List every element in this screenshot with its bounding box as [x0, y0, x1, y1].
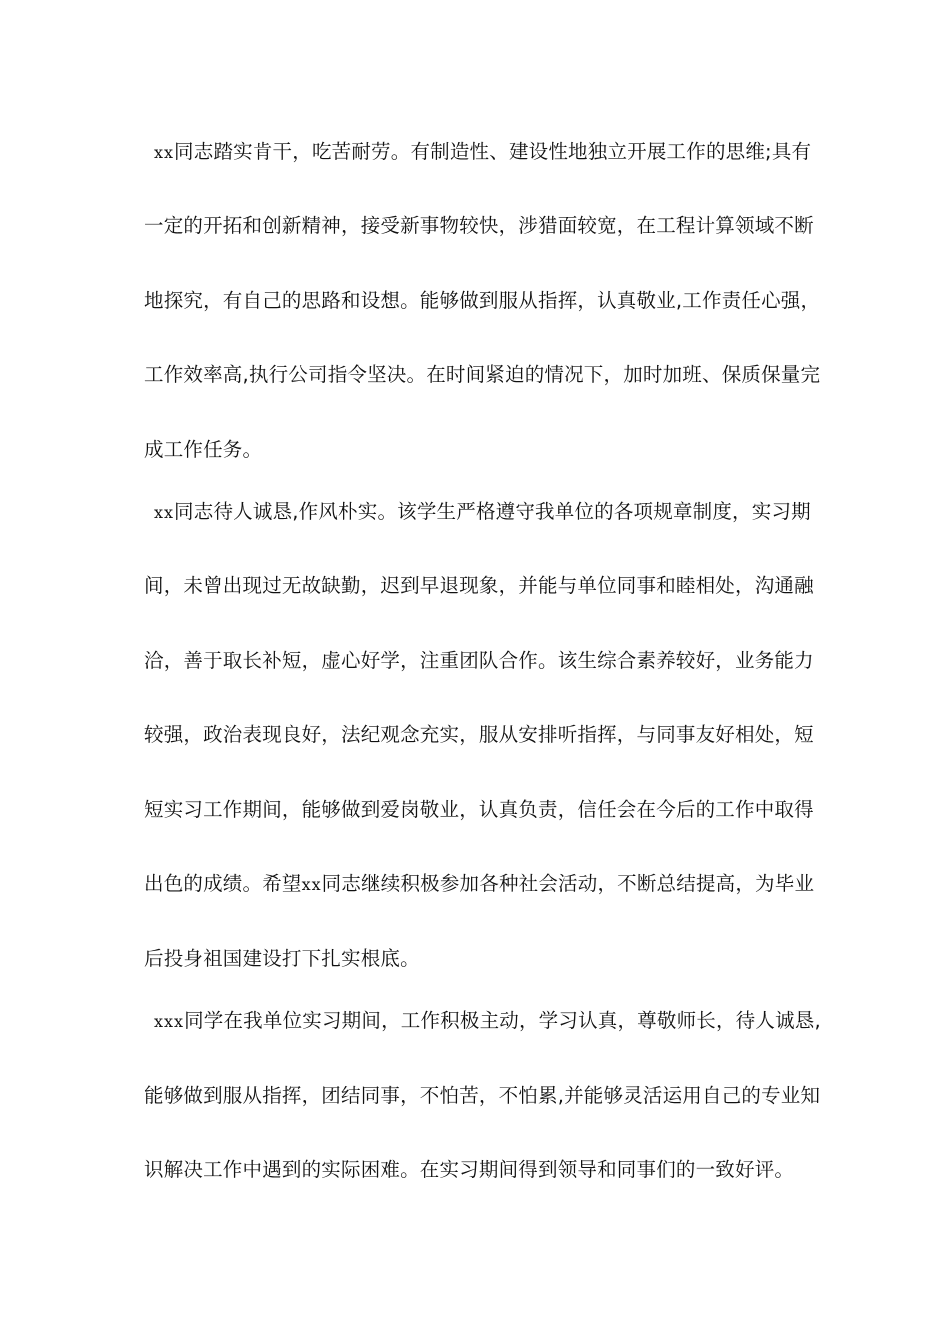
placeholder-mark: xx [154, 503, 175, 522]
text-line [144, 1006, 824, 1036]
line-text: 同学在我单位实习期间，工作积极主动，学习认真，尊敬师长，待人诚恳, [184, 1009, 821, 1032]
line-text: 识解决工作中遇到的实际困难。在实习期间得到领导和同事们的一致好评。 [144, 1158, 795, 1181]
text-line [144, 360, 821, 390]
line-text: 一定的开拓和创新精神，接受新事物较快，涉猎面较宽，在工程计算领域不断 [144, 214, 814, 237]
placeholder-mark: xxx [154, 1012, 185, 1031]
line-text: 间，未曾出现过无故缺勤，迟到早退现象，并能与单位同事和睦相处，沟通融 [144, 574, 814, 597]
text-line [144, 646, 814, 676]
text-line [144, 435, 814, 465]
line-text: 同志踏实肯干，吃苦耐劳。有制造性、建设性地独立开展工作的思维;具有 [174, 140, 812, 163]
line-text: 同志继续积极参加各种社会活动，不断总结提高，为毕业 [321, 872, 815, 895]
text-line [144, 571, 814, 601]
placeholder-mark: xx [154, 143, 175, 162]
text-line [144, 1081, 821, 1111]
line-text: 洽，善于取长补短，虚心好学，注重团队合作。该生综合素养较好，业务能力 [144, 649, 814, 672]
text-line [144, 286, 821, 316]
text-line [144, 1155, 814, 1185]
text-line [144, 137, 824, 167]
text-line [144, 211, 814, 241]
text-line [144, 720, 814, 750]
line-text: 工作效率高,执行公司指令坚决。在时间紧迫的情况下，加时加班、保质保量完 [144, 363, 821, 386]
line-text: 同志待人诚恳,作风朴实。该学生严格遵守我单位的各项规章制度，实习期 [174, 500, 811, 523]
line-text: 短实习工作期间，能够做到爱岗敬业，认真负责，信任会在今后的工作中取得 [144, 798, 814, 821]
line-text: 成工作任务。 [144, 438, 263, 461]
line-text: 较强，政治表现良好，法纪观念充实，服从安排听指挥，与同事友好相处，短 [144, 723, 814, 746]
text-line [144, 944, 814, 974]
line-text: 后投身祖国建设打下扎实根底。 [144, 947, 420, 970]
text-line [144, 795, 814, 825]
line-text: 出色的成绩。希望 [144, 872, 302, 895]
line-text: 地探究，有自己的思路和设想。能够做到服从指挥，认真敬业,工作责任心强， [144, 289, 821, 312]
line-text: 能够做到服从指挥，团结同事，不怕苦，不怕累,并能够灵活运用自己的专业知 [144, 1084, 821, 1107]
text-line [144, 869, 814, 899]
text-line [144, 497, 824, 527]
placeholder-mark: xx [301, 875, 322, 894]
